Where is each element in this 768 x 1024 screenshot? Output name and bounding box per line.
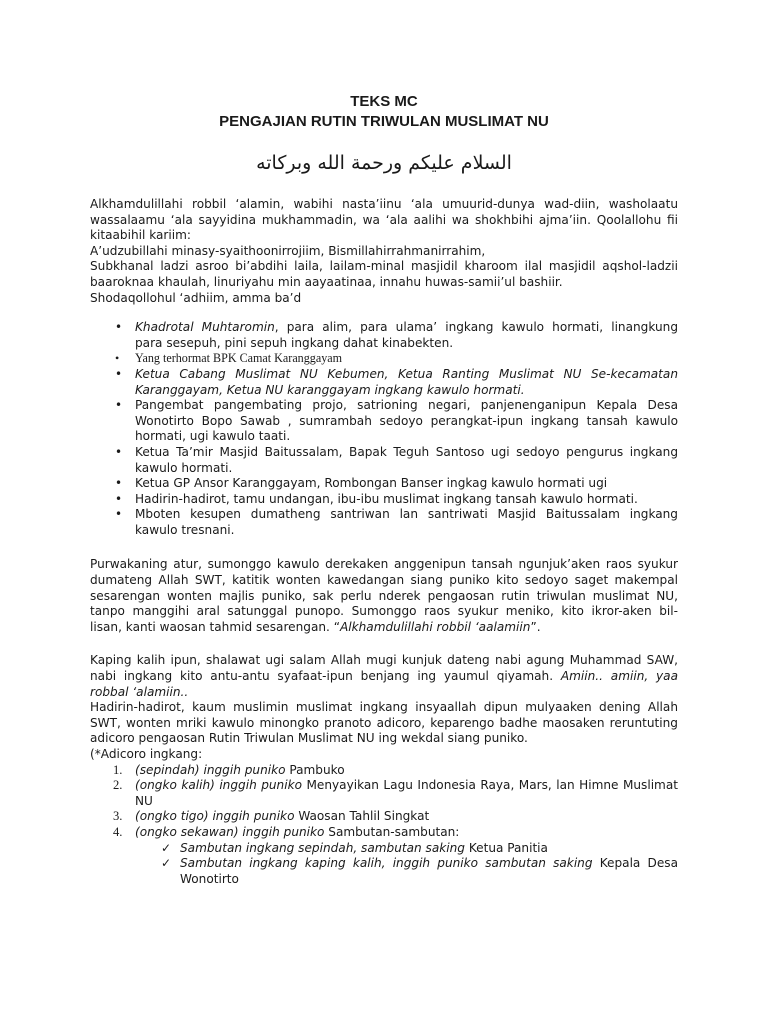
- sambutan-list: [90, 841, 678, 888]
- text-line: para sesepuh, pini sepuh ingkang dahat kinabekten.: [135, 335, 454, 350]
- list-item: [90, 367, 678, 398]
- text-line: Shodaqollohul ‘adhiim, amma ba’d: [90, 290, 302, 305]
- text-line: Wonotirto Bopo Sawab , sumrambah sedoyo perangkat-ipun ingkang tansah kawulo: [135, 413, 678, 428]
- text-line: baaroknaa khaulah, linuriyahu min aayaatinaa, innahu huwas-samii’ul bashiir.: [90, 274, 563, 289]
- item-number: 1.: [113, 762, 123, 777]
- text-line: Hadirin-hadirot, kaum muslimin muslimat ingkang insyaallah dipun mulyaaken dening Allah: [90, 700, 678, 715]
- doc-title: TEKS MC: [350, 93, 418, 110]
- text-line: SWT, wonten mriki kawulo minongko pranoto adicoro, keparengo badhe maosaken reruntuting: [90, 715, 678, 730]
- text-segment: Sambutan-sambutan:: [324, 824, 460, 839]
- honorific-italic: Khadrotal Muhtaromin: [135, 320, 275, 335]
- text-line: kawulo hormati.: [135, 460, 233, 475]
- text-line: kawulo tresnani.: [135, 522, 235, 537]
- list-item: [90, 841, 678, 857]
- text-segment: lisan, kanti waosan tahmid sesarengan. “: [90, 619, 340, 634]
- text-line: • Ketua Ta’mir Masjid Baitussalam, Bapak Teguh Santoso ugi sedoyo pengurus ingkang: [135, 444, 678, 459]
- text-line: Ketua GP Ansor Karanggayam, Rombongan Banser ingkag kawulo hormati ugi: [135, 476, 608, 491]
- text-segment: (ongko kalih) inggih puniko: [135, 778, 302, 793]
- list-item: [90, 809, 678, 825]
- item-number: 4.: [113, 824, 123, 839]
- text-line: Karanggayam, Ketua NU karanggayam ingkang kawulo hormati.: [135, 382, 525, 397]
- text-line: NU: [135, 793, 153, 808]
- list-item: [90, 320, 678, 351]
- text-line: adicoro pengaosan Rutin Triwulan Muslimat NU ing wekdal siang puniko.: [90, 731, 528, 746]
- text-segment: nabi ingkang kito antu-antu syafaat-ipun benjang ing yaumul qiyamah.: [90, 669, 561, 684]
- agenda-list: [90, 763, 678, 841]
- amin-italic: Amiin.. amiin, yaa: [560, 669, 678, 684]
- list-item: [90, 492, 678, 508]
- item-number: 3.: [113, 809, 123, 824]
- list-item: [90, 507, 678, 538]
- text-line: • Mboten kesupen dumatheng santriwan lan santriwati Masjid Baitussalam ingkang: [135, 507, 678, 522]
- text-segment: (ongko tigo) inggih puniko: [135, 809, 295, 824]
- list-item: [90, 856, 678, 887]
- tahmid-italic: Alkhamdulillahi robbil ‘aalamiin: [339, 619, 531, 634]
- text-line: Wonotirto: [180, 871, 239, 886]
- text-line: Alkhamdulillahi robbil ‘alamin, wabihi nasta’iinu ‘ala umuurid-dunya wad-diin, washolaatu: [90, 197, 678, 211]
- list-item: [90, 825, 678, 841]
- item-number: 2.: [113, 778, 123, 793]
- purwakaning-paragraph: [90, 557, 678, 635]
- honorific-list: [90, 320, 678, 538]
- text-line: Hadirin-hadirot, tamu undangan, ibu-ibu muslimat ingkang tansah kawulo hormati.: [135, 491, 638, 506]
- text-line: (*Adicoro ingkang:: [90, 747, 203, 761]
- text-line: kitaabihil kariim:: [90, 228, 191, 243]
- text-line: • Pangembat pangembating projo, satrioning negari, panjenenganipun Kepala Desa: [135, 398, 678, 413]
- text-segment: Menyayikan Lagu Indonesia Raya, Mars, lan Himne Muslimat: [301, 778, 678, 793]
- checkmark-icon: ✓: [161, 840, 172, 855]
- text-segment: , para alim, para ulama’ ingkang kawulo hormati, linangkung: [274, 320, 678, 335]
- arabic-greeting: السلام عليكم ورحمة الله وبركاته: [256, 152, 512, 174]
- list-item: [90, 351, 678, 367]
- text-line: dumateng Allah SWT, katitik wonten kawedangan siang puniko kito sedoyo saget makempal: [90, 573, 678, 588]
- text-line: Yang terhormat BPK Camat Karanggayam: [135, 351, 343, 366]
- list-item: [90, 398, 678, 445]
- text-segment: Sambutan ingkang sepindah, sambutan saking: [180, 840, 465, 855]
- text-segment: (ongko sekawan) inggih puniko: [135, 824, 325, 839]
- text-line: robbal ‘alamiin..: [90, 684, 189, 699]
- text-line: Purwakaning atur, sumonggo kawulo derekaken anggenipun tansah ngunjuk’aken raos syukur: [90, 557, 678, 572]
- text-line: • Ketua Cabang Muslimat NU Kebumen, Ketua Ranting Muslimat NU Se-kecamatan: [135, 366, 678, 381]
- text-line: Kaping kalih ipun, shalawat ugi salam Allah mugi kunjuk dateng nabi agung Muhammad SAW,: [90, 653, 678, 668]
- text-line: wassalaamu ‘ala sayyidina mukhammadin, wa ‘ala aalihi wa shokhbihi ajma’iin. Qoolallohu fii: [90, 212, 678, 227]
- text-line: sesarengan wonten majlis puniko, sak perlu nderek pengaosan rutin triwulan muslimat NU,: [90, 588, 678, 603]
- checkmark-icon: ✓: [161, 856, 172, 871]
- text-line: Subkhanal ladzi asroo bi’abdihi laila, lailam-minal masjidil kharoom ilal masjidil aqshol-ladzii: [90, 259, 678, 274]
- list-item: [90, 476, 678, 492]
- text-segment: (sepindah) inggih puniko: [135, 762, 286, 777]
- text-segment: Kepala Desa: [592, 856, 678, 871]
- text-line: A’udzubillahi minasy-syaithoonirrojiim, Bismillahirrahmanirrahim,: [90, 243, 486, 258]
- text-segment: Waosan Tahlil Singkat: [294, 809, 430, 824]
- kaping-kalih-paragraph: [90, 653, 678, 762]
- doc-subtitle: PENGAJIAN RUTIN TRIWULAN MUSLIMAT NU: [219, 113, 549, 130]
- list-item: [90, 763, 678, 779]
- text-line: tanpo manggihi aral satunggal punopo. Sumonggo raos syukur meniko, kito ikror-aken bil-: [90, 604, 678, 619]
- text-segment: Pambuko: [285, 762, 345, 777]
- text-segment: ”.: [530, 619, 541, 634]
- list-item: [90, 778, 678, 809]
- list-item: [90, 445, 678, 476]
- text-segment: Ketua Panitia: [464, 840, 548, 855]
- opening-paragraph: [90, 197, 678, 306]
- text-segment: Sambutan ingkang kaping kalih, inggih puniko sambutan saking: [180, 856, 593, 871]
- text-line: hormati, ugi kawulo taati.: [135, 429, 291, 444]
- document-page: [0, 92, 768, 1024]
